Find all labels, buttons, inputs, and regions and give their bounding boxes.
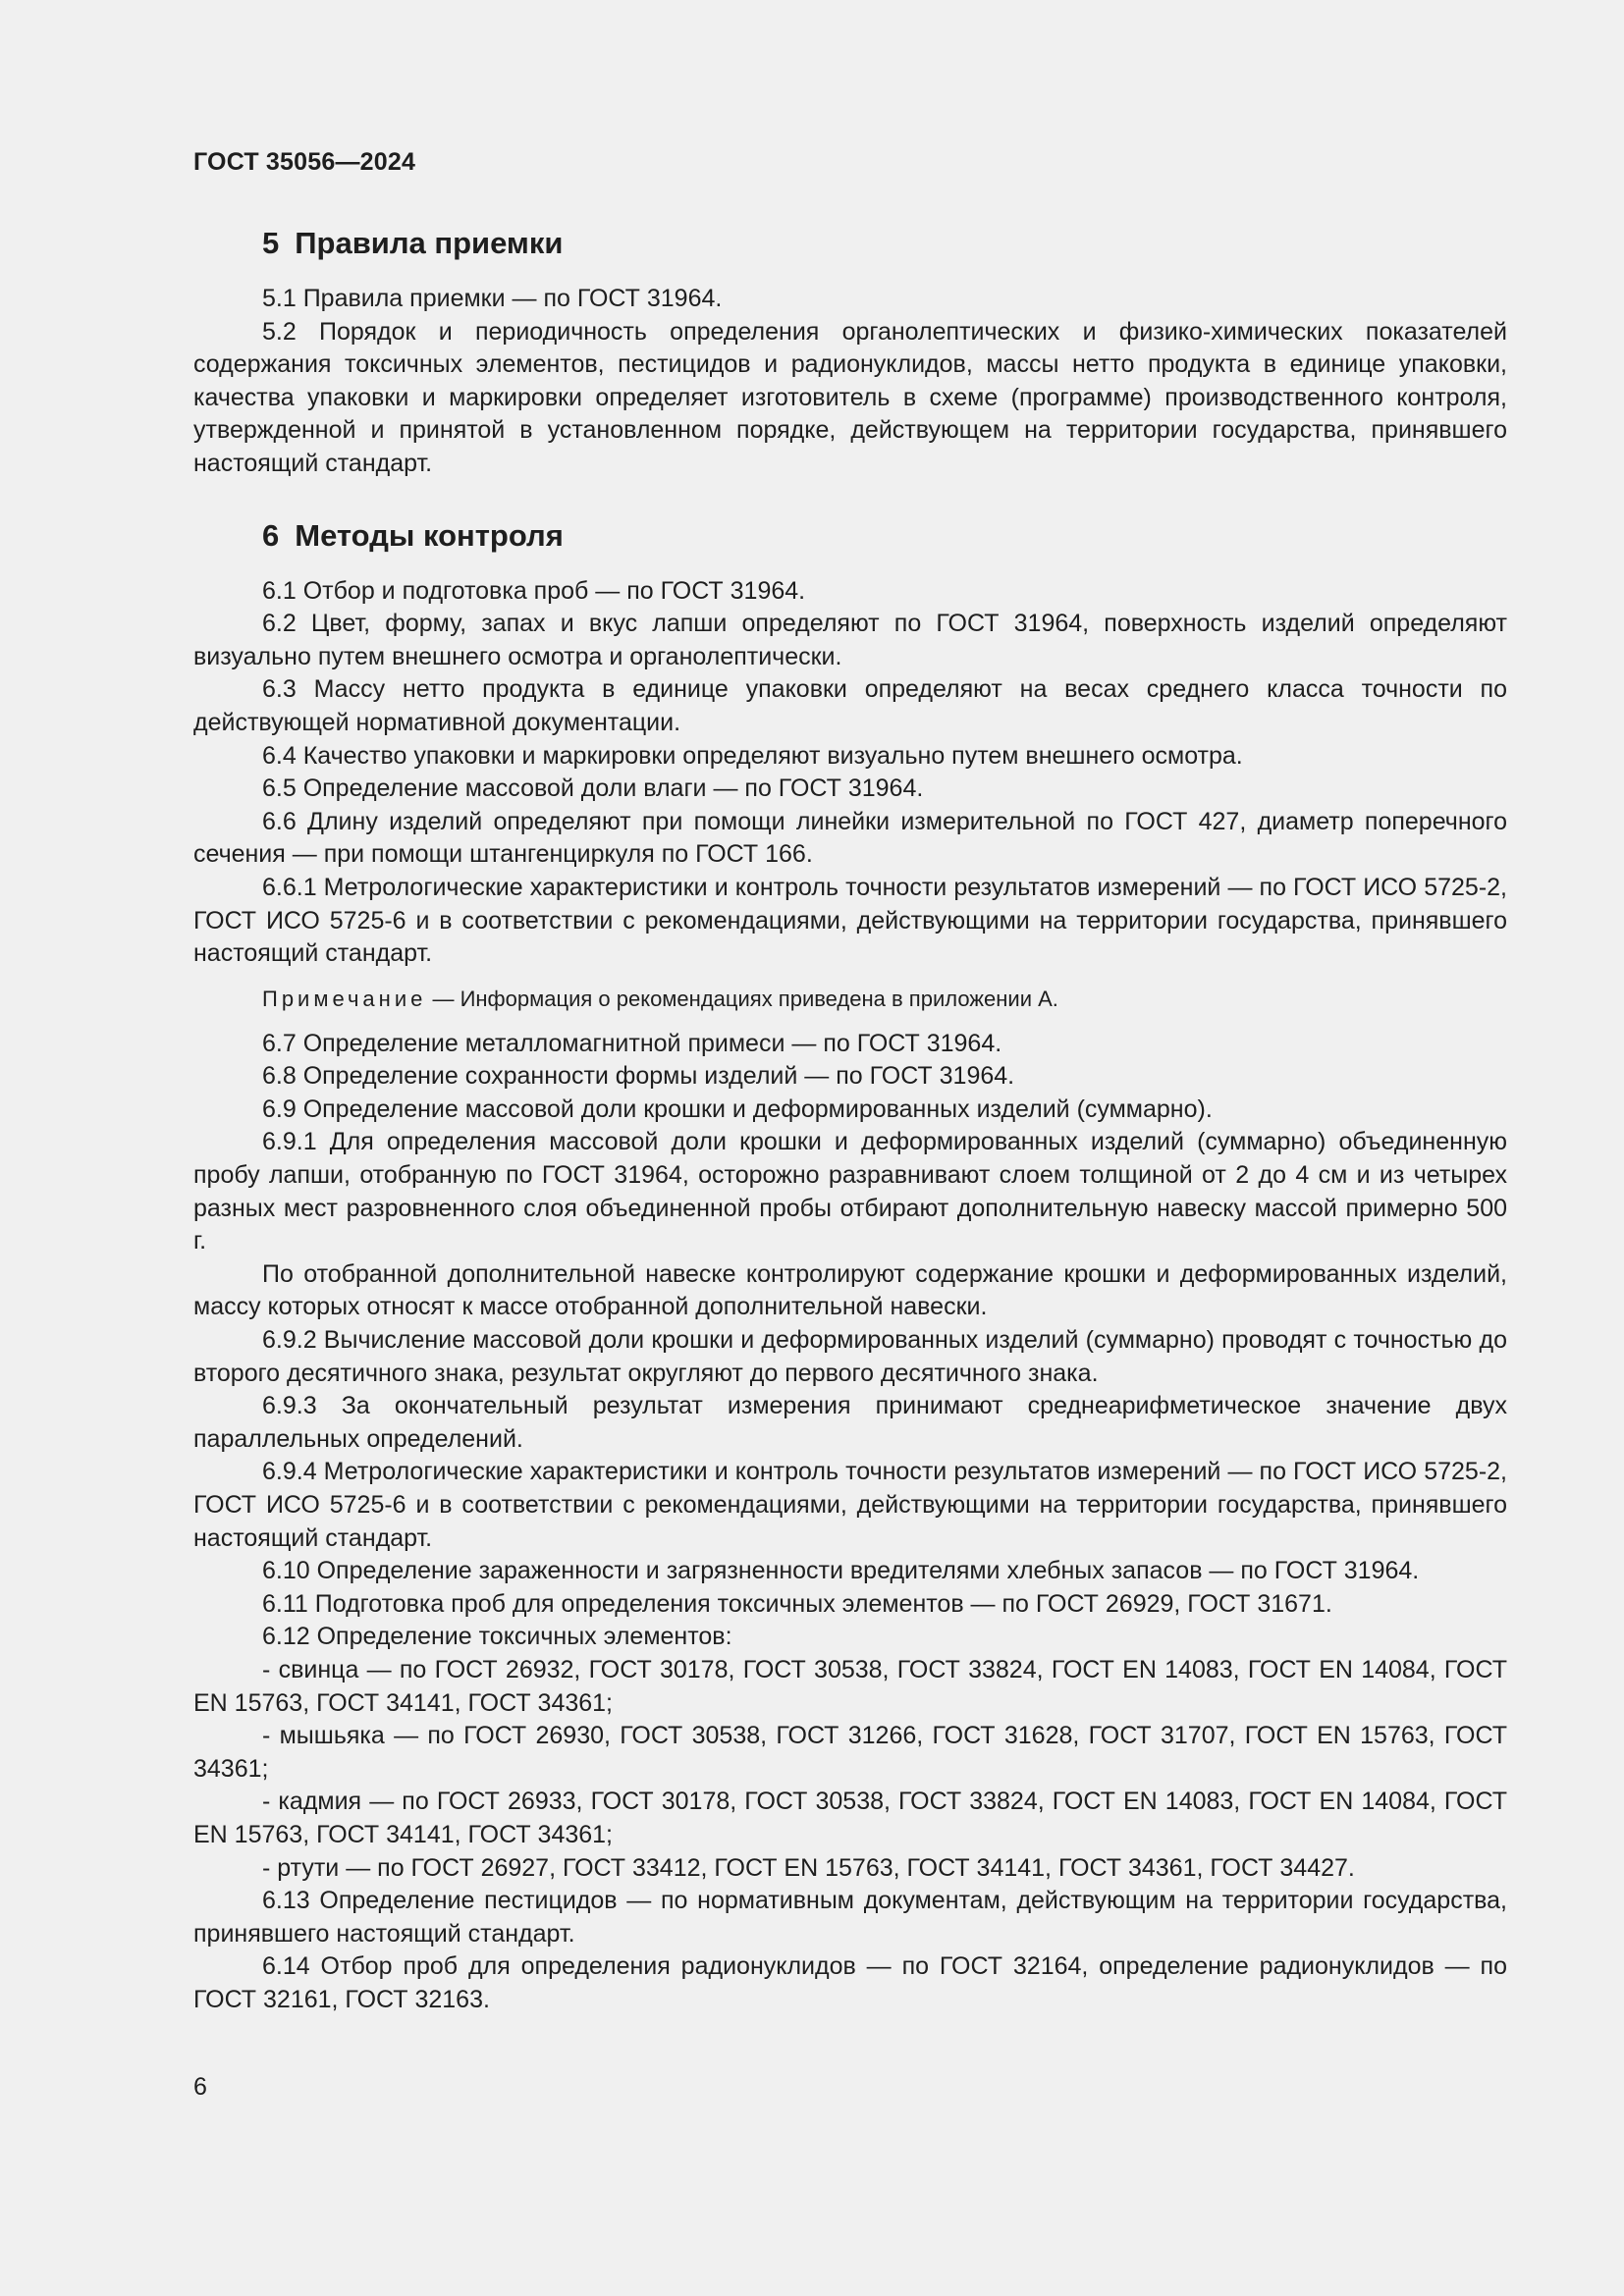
section-number: 6	[262, 517, 280, 553]
list-item-mercury: - ртути — по ГОСТ 26927, ГОСТ 33412, ГОСТ EN 15763, ГОСТ 34141, ГОСТ 34361, ГОСТ 34427.	[262, 1853, 1355, 1882]
section-5-heading	[193, 224, 1507, 263]
section-number: 5	[262, 226, 280, 260]
paragraph-6-14: 6.14 Отбор проб для определения радионуклидов — по ГОСТ 32164, определение радионуклидов — по ГОСТ 32161, ГОСТ 32163.	[193, 1952, 1507, 2013]
document-body	[193, 224, 1507, 2017]
section-6-heading	[193, 516, 1507, 556]
note-text: — Информация о рекомендациях приведена в приложении А.	[426, 986, 1058, 1011]
paragraph-6-8: 6.8 Определение сохранности формы изделий — по ГОСТ 31964.	[262, 1062, 1015, 1091]
paragraph-6-6-1: 6.6.1 Метрологические характеристики и контроль точности результатов измерений — по ГОСТ ИСО 5725-2, ГОСТ ИСО 5725-6 и в соответствии с рекомендациями, действующими на территории государства, принявшего настоящий стандарт.	[193, 873, 1507, 968]
paragraph-6-2: 6.2 Цвет, форму, запах и вкус лапши определяют по ГОСТ 31964, поверхность изделий определяют визуально путем внешнего осмотра и органолептически.	[193, 610, 1507, 670]
list-item-cadmium: - кадмия — по ГОСТ 26933, ГОСТ 30178, ГОСТ 30538, ГОСТ 33824, ГОСТ EN 14083, ГОСТ EN 14084, ГОСТ EN 15763, ГОСТ 34141, ГОСТ 34361;	[193, 1788, 1507, 1848]
list-item-arsenic: - мышьяка — по ГОСТ 26930, ГОСТ 30538, ГОСТ 31266, ГОСТ 31628, ГОСТ 31707, ГОСТ EN 15763, ГОСТ 34361;	[193, 1722, 1507, 1783]
paragraph-5-1: 5.1 Правила приемки — по ГОСТ 31964.	[262, 285, 723, 312]
paragraph-6-9-1-cont: По отобранной дополнительной навеске контролируют содержание крошки и деформированных изделий, массу которых относят к массе отобранной дополнительной навески.	[193, 1259, 1507, 1321]
paragraph-5-2: 5.2 Порядок и периодичность определения органолептических и физико-химических показателей содержания токсичных элементов, пестицидов и радионуклидов, массы нетто продукта в единице упаковки, качества упаковки и маркировки определяет изготовитель в схеме (программе) производственного контроля, утвержденной и принятой в установленном порядке, действующем на территории государства, принявшего настоящий стандарт.	[193, 317, 1507, 477]
paragraph-6-1: 6.1 Отбор и подготовка проб — по ГОСТ 31964.	[262, 576, 806, 605]
page-number: 6	[193, 2073, 207, 2101]
paragraph-6-9-4: 6.9.4 Метрологические характеристики и контроль точности результатов измерений — по ГОСТ ИСО 5725-2, ГОСТ ИСО 5725-6 и в соответствии с рекомендациями, действующими на территории государства, принявшего настоящий стандарт.	[193, 1458, 1507, 1552]
section-title: Правила приемки	[295, 226, 564, 260]
paragraph-6-9-2: 6.9.2 Вычисление массовой доли крошки и деформированных изделий (суммарно) проводят с точностью до второго десятичного знака, результат округляют до первого десятичного знака.	[193, 1326, 1507, 1387]
paragraph-6-9-3: 6.9.3 За окончательный результат измерения принимают среднеарифметическое значение двух параллельных определений.	[193, 1392, 1507, 1453]
paragraph-6-9: 6.9 Определение массовой доли крошки и деформированных изделий (суммарно).	[262, 1095, 1213, 1123]
paragraph-6-4: 6.4 Качество упаковки и маркировки определяют визуально путем внешнего осмотра.	[262, 741, 1243, 770]
paragraph-6-11: 6.11 Подготовка проб для определения токсичных элементов — по ГОСТ 26929, ГОСТ 31671.	[262, 1589, 1332, 1618]
paragraph-6-9-1: 6.9.1 Для определения массовой доли крошки и деформированных изделий (суммарно) объединенную пробу лапши, отобранную по ГОСТ 31964, осторожно разравнивают слоем толщиной от 2 до 4 см и из четырех разных мест разровненного слоя объединенной пробы отбирают дополнительную навеску массой примерно 500 г.	[193, 1128, 1507, 1255]
paragraph-6-12: 6.12 Определение токсичных элементов:	[262, 1623, 732, 1651]
section-title: Методы контроля	[295, 517, 564, 553]
paragraph-6-13: 6.13 Определение пестицидов — по нормативным документам, действующим на территории государства, принявшего настоящий стандарт.	[193, 1887, 1507, 1948]
paragraph-6-10: 6.10 Определение зараженности и загрязненности вредителями хлебных запасов — по ГОСТ 31964.	[262, 1557, 1420, 1585]
paragraph-6-7: 6.7 Определение металломагнитной примеси — по ГОСТ 31964.	[262, 1029, 1002, 1057]
note-label: Примечание	[262, 986, 427, 1011]
paragraph-6-5: 6.5 Определение массовой доли влаги — по ГОСТ 31964.	[262, 774, 924, 803]
note	[193, 985, 1507, 1014]
document-header: ГОСТ 35056—2024	[193, 148, 416, 176]
paragraph-6-6: 6.6 Длину изделий определяют при помощи линейки измерительной по ГОСТ 427, диаметр поперечного сечения — при помощи штангенциркуля по ГОСТ 166.	[193, 807, 1507, 869]
list-item-lead: - свинца — по ГОСТ 26932, ГОСТ 30178, ГОСТ 30538, ГОСТ 33824, ГОСТ EN 14083, ГОСТ EN 14084, ГОСТ EN 15763, ГОСТ 34141, ГОСТ 34361;	[193, 1655, 1507, 1717]
paragraph-6-3: 6.3 Массу нетто продукта в единице упаковки определяют на весах среднего класса точности по действующей нормативной документации.	[193, 675, 1507, 736]
